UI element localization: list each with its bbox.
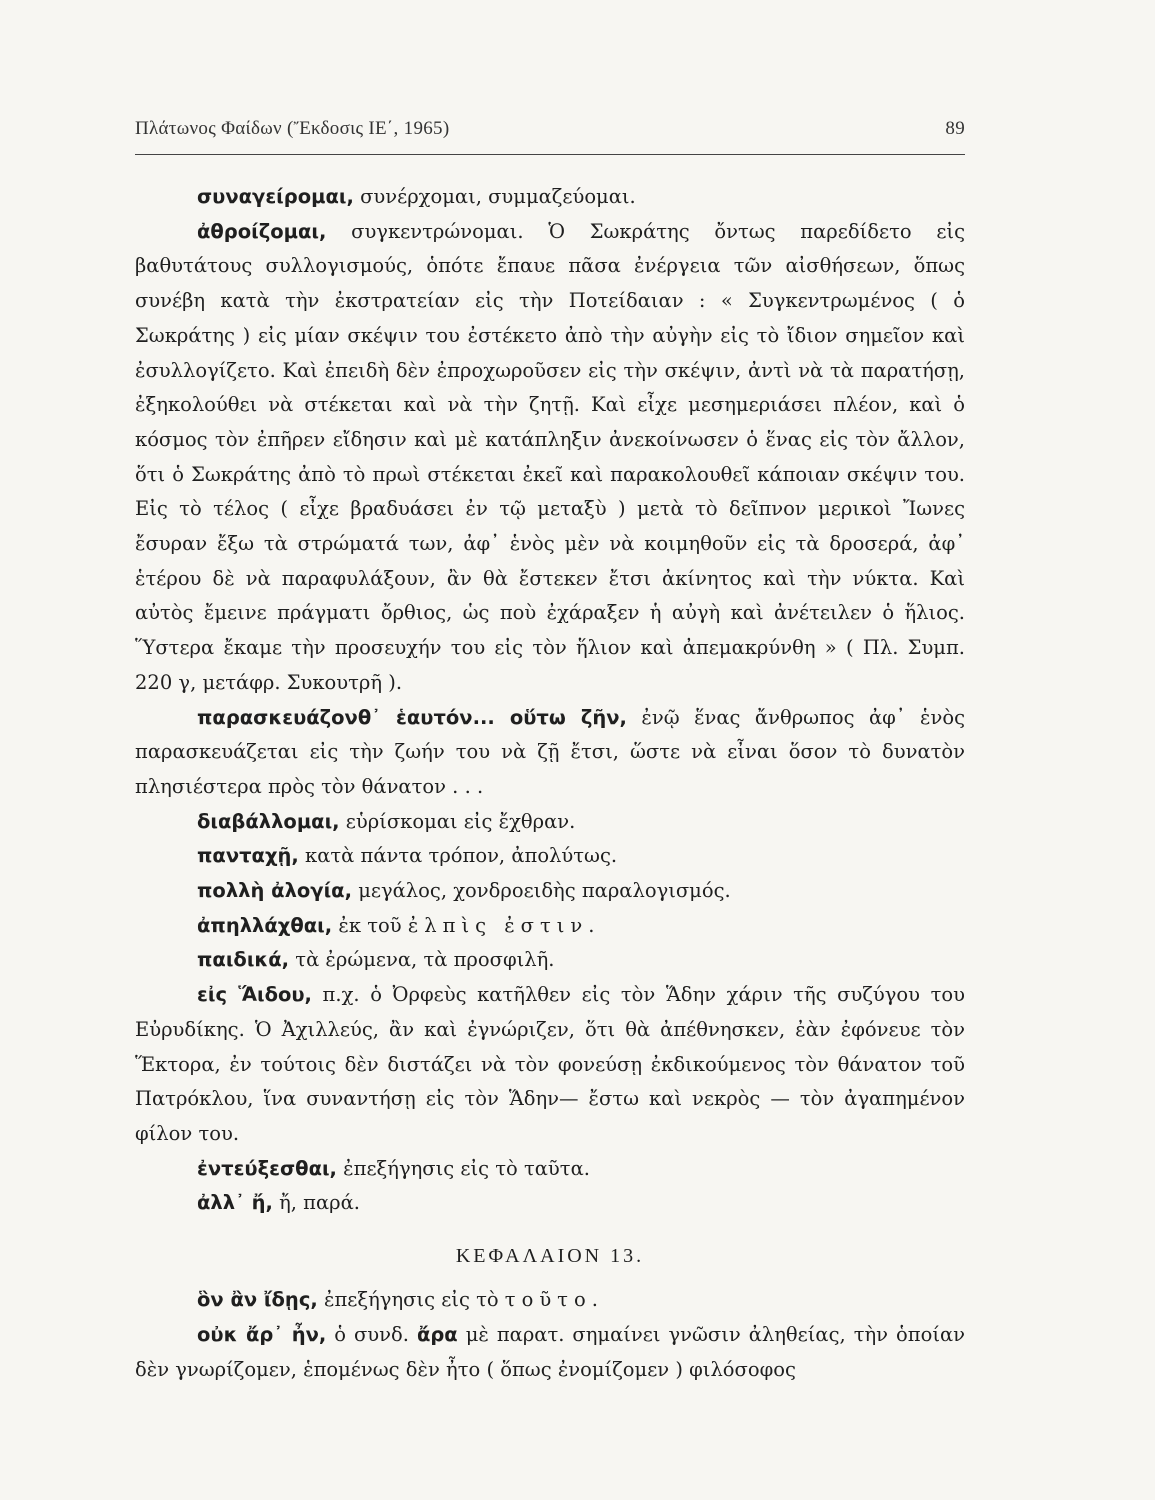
inline-lemma: ἄρα xyxy=(416,1322,458,1346)
lemma: ὃν ἂν ἴδῃς, xyxy=(197,1288,318,1312)
entry-ouk-ar-en xyxy=(135,1318,965,1387)
header-rule xyxy=(135,154,965,155)
spaced-reference: ἐλπὶς ἐστιν xyxy=(407,913,589,937)
commentary-body xyxy=(135,180,965,1387)
gloss-continued: μὲ παρατ. σημαίνει γνῶσιν ἀληθείας, τὴν ὁποίαν δὲν γνωρίζομεν, ἑπομένως δὲν ἦτο ( ὅπως ἐνομίζομεν ) φιλόσοφος xyxy=(135,1322,965,1381)
running-head-title: Πλάτωνος Φαίδων (Ἔκδοσις ΙΕ΄, 1965) xyxy=(135,118,450,139)
entry-apellachthai xyxy=(135,909,965,944)
lemma: ἐντεύξεσθαι, xyxy=(197,1156,337,1180)
gloss: π.χ. ὁ Ὀρφεὺς κατῆλθεν εἰς τὸν Ἅδην χάριν τῆς συζύγου του Εὐρυδίκης. Ὁ Ἀχιλλεύς, ἂν καὶ ἐγνώριζεν, ὅτι θὰ ἀπέθνησκεν, ἐὰν ἐφόνευε τὸν Ἕκτορα, ἐν τούτοις δὲν διστάζει νὰ τὸν φονεύσῃ ἐκδικούμενος τὸν θάνατον τοῦ Πατρόκλου, ἵνα συναντήσῃ εἰς τὸν Ἅδην— ἔστω καὶ νεκρὸς — τὸν ἀγαπημένον φίλον του. xyxy=(135,983,965,1145)
lemma: οὐκ ἄρ᾽ ἦν, xyxy=(197,1322,327,1346)
gloss: ἐπεξήγησις εἰς τὸ xyxy=(317,1288,505,1312)
lemma: ἀπηλλάχθαι, xyxy=(197,913,333,937)
chapter-heading: ΚΕΦΑΛΑΙΟΝ 13. xyxy=(455,1245,645,1268)
gloss: κατὰ πάντα τρόπον, ἀπολύτως. xyxy=(298,844,618,868)
entry-polle-alogia xyxy=(135,874,965,909)
gloss: ἐνῷ ἕνας ἄνθρωπος ἀφ᾽ ἑνὸς παρασκευάζεται εἰς τὴν ζωήν του νὰ ζῇ ἔτσι, ὥστε νὰ εἶναι ὅσον τὸ δυνατὸν πλησιέστερα πρὸς τὸν θάνατον . . . xyxy=(135,705,965,798)
lemma: πανταχῇ, xyxy=(197,844,299,868)
entry-hon-an-ideis xyxy=(135,1283,965,1318)
lemma: ἀλλ᾽ ἤ, xyxy=(197,1191,273,1215)
entry-paraskeuazonth xyxy=(135,701,965,805)
entry-paidika xyxy=(135,943,965,978)
gloss: ἤ, παρά. xyxy=(272,1191,360,1215)
lemma: παρασκευάζονθ᾽ ἑαυτόν... οὕτω ζῆν, xyxy=(197,705,627,729)
gloss: ἐκ τοῦ xyxy=(332,913,408,937)
gloss-tail: . xyxy=(588,913,595,937)
gloss: ἐπεξήγησις εἰς τὸ ταῦτα. xyxy=(336,1156,590,1180)
gloss: μεγάλος, χονδροειδὴς παραλογισμός. xyxy=(352,879,731,903)
gloss: ὁ συνδ. xyxy=(326,1322,417,1346)
lemma: διαβάλλομαι, xyxy=(197,809,340,833)
running-head xyxy=(135,118,965,146)
lemma: πολλὴ ἀλογία, xyxy=(197,879,352,903)
entry-athroizomai xyxy=(135,215,965,701)
gloss: τὰ ἐρώμενα, τὰ προσφιλῆ. xyxy=(289,948,555,972)
gloss: εὑρίσκομαι εἰς ἔχθραν. xyxy=(339,809,576,833)
gloss: συγκεντρώνομαι. Ὁ Σωκράτης ὄντως παρεδίδετο εἰς βαθυτάτους συλλογισμούς, ὁπότε ἔπαυε πᾶσα ἐνέργεια τῶν αἰσθήσεων, ὅπως συνέβη κατὰ τὴν ἐκστρατείαν εἰς τὴν Ποτείδαιαν : « Συγκεντρωμένος ( ὁ Σωκράτης ) εἰς μίαν σκέψιν του ἐστέκετο ἀπὸ τὴν αὐγὴν εἰς τὸ ἴδιον σημεῖον καὶ ἐσυλλογίζετο. Καὶ ἐπειδὴ δὲν ἐπροχωροῦσεν εἰς τὴν σκέψιν, ἀντὶ νὰ τὰ παρατήσῃ, ἐξηκολούθει νὰ στέκεται καὶ νὰ τὴν ζητῇ. Καὶ εἶχε μεσημεριάσει πλέον, καὶ ὁ κόσμος τὸν ἐπῆρεν εἴδησιν καὶ μὲ κατάπληξιν ἀνεκοίνωσεν ὁ ἕνας εἰς τὸν ἄλλον, ὅτι ὁ Σωκράτης ἀπὸ τὸ πρωὶ στέκεται ἐκεῖ καὶ παρακολουθεῖ κάποιαν σκέψιν του. Εἰς τὸ τέλος ( εἶχε βραδυάσει ἐν τῷ μεταξὺ ) μετὰ τὸ δεῖπνον μερικοὶ Ἴωνες ἔσυραν ἔξω τὰ στρώματά των, ἀφ᾽ ἑνὸς μὲν νὰ κοιμηθοῦν εἰς τὰ δροσερά, ἀφ᾽ ἑτέρου δὲ νὰ παραφυλάξουν, ἂν θὰ ἔστεκεν ἔτσι ἀκίνητος καὶ τὴν νύκτα. Καὶ αὐτὸς ἔμεινε πράγματι ὄρθιος, ὡς ποὺ ἐχάραξεν ἡ αὐγὴ καὶ ἀνέτειλεν ὁ ἥλιος. Ὕστερα ἔκαμε τὴν προσευχήν του εἰς τὸν ἥλιον καὶ ἀπεμακρύνθη » ( Πλ. Συμπ. 220 γ, μετάφρ. Συκουτρῆ ). xyxy=(135,219,965,694)
entry-synageiromai xyxy=(135,180,965,215)
lemma: συναγείρομαι, xyxy=(197,185,354,208)
entry-enteuxesthai xyxy=(135,1152,965,1187)
lemma: παιδικά, xyxy=(197,948,290,972)
page-number: 89 xyxy=(945,118,965,139)
entry-all-e xyxy=(135,1186,965,1221)
entry-pantachei xyxy=(135,839,965,874)
lemma: εἰς Ἅιδου, xyxy=(197,983,312,1007)
lemma: ἀθροίζομαι, xyxy=(197,219,327,243)
entry-eis-haidou xyxy=(135,978,965,1152)
gloss: συνέρχομαι, συμμαζεύομαι. xyxy=(353,185,636,208)
entry-diaballomai xyxy=(135,805,965,840)
gloss-tail: . xyxy=(591,1288,598,1312)
spaced-reference: τοῦτο xyxy=(504,1288,592,1312)
